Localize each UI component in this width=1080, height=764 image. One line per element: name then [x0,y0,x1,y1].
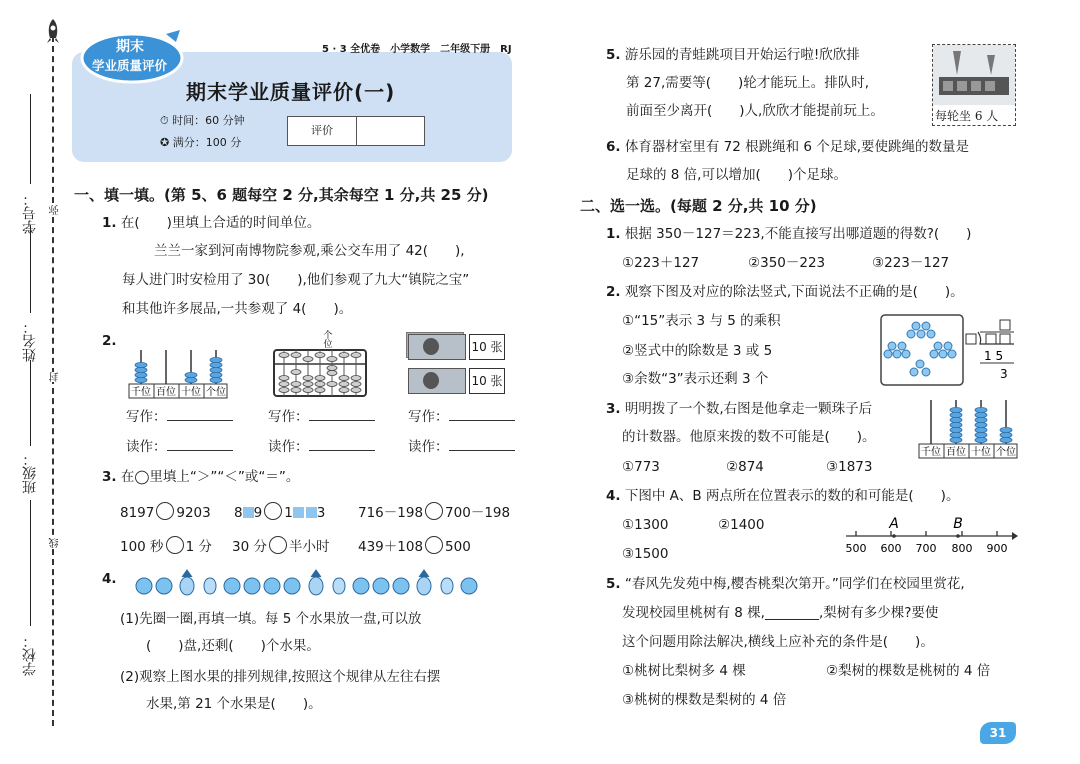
s2-q5-line1: 5. “春风先发苑中梅,樱杏桃梨次第开。”同学们在校园里赏花, [606,576,965,592]
abacus-2 [918,398,1018,460]
s2-q1-option1[interactable]: ①223＋127 [622,255,700,271]
name-line[interactable] [30,225,31,313]
s1-q6-line2: 足球的 8 倍,可以增加( )个足球。 [626,167,847,183]
score-box [287,116,425,146]
s2-q3-option1[interactable]: ①773 [622,459,660,475]
read-2-blank[interactable] [309,450,375,451]
abacus-1 [128,346,228,400]
s2-q3-line1: 3. 明明拨了一个数,右图是他拿走一颗珠子后 [606,401,873,417]
exam-time: ⏱ 时间：60 分钟 [160,114,245,127]
compare-4: 100 秒 1 分 [120,536,212,556]
s2-q4-option1[interactable]: ①1300 [622,517,669,533]
compare-3: 716－198 700－198 [358,502,510,522]
banknote-stack-2 [408,368,466,394]
clock-icon: ⏱ [160,114,169,127]
abacus1-label-bai: 百位 [156,387,176,398]
write-1: 写作： [126,408,233,426]
s2-q1-option2[interactable]: ②350－223 [748,255,826,271]
compare-5-circle[interactable] [269,536,287,554]
compare-2-circle[interactable] [264,502,282,520]
compare-6-circle[interactable] [425,536,443,554]
ride-image [933,45,1015,105]
portrait-icon [423,372,439,389]
series-info: 5 · 3 全优卷 小学数学 二年级下册 RJ [322,44,512,55]
write-1-blank[interactable] [167,420,233,421]
page-title: 期末学业质量评价(一) [186,80,396,104]
s1-q4-part2-a: (2)观察上图水果的排列规律,按照这个规律从左往右摆 [120,669,441,685]
number-line [842,514,1018,560]
abacus1-label-shi: 十位 [181,387,201,398]
class-label: 班级： [22,452,38,494]
s1-q5-line1: 5. 游乐园的青蛙跳项目开始运行啦!欣欣排 [606,47,860,63]
tick-900: 900 [986,542,1008,555]
portrait-icon [423,338,439,355]
feng-mark: 封 [50,372,61,382]
binding-margin [0,0,70,764]
s2-q3-line2: 的计数器。他原来拨的数不可能是( )。 [622,429,876,445]
abacus2-top-label2: 位 [323,340,333,350]
tag-line2: 学业质量评价 [92,58,168,73]
compare-1-circle[interactable] [156,502,174,520]
s2-q3-option3[interactable]: ③1873 [826,459,873,475]
score-field[interactable] [357,117,424,145]
s2-q2-option2[interactable]: ②竖式中的除数是 3 或 5 [622,343,773,359]
s2-q2-option3[interactable]: ③余数“3”表示还剩 3 个 [622,371,769,387]
ride-caption: 每轮坐 6 人 [935,109,999,123]
digit-box [293,507,304,518]
s2-q4-option3[interactable]: ③1500 [622,546,669,562]
point-b-label: B [953,516,963,532]
xian-mark: 线 [50,538,61,548]
page-number: 31 [980,722,1016,744]
s2-q1-option3[interactable]: ③223－127 [872,255,950,271]
student-id-line[interactable] [30,94,31,184]
score-label: 评价 [288,117,357,145]
s1-q4-part1-a: (1)先圈一圈,再填一填。每 5 个水果放一盘,可以放 [120,611,422,627]
banknote-count-1: 10 张 [469,334,505,360]
digit-box [306,507,317,518]
compare-2: 8 9 1 3 [234,502,325,522]
chinese-abacus [270,328,370,400]
tick-500: 500 [845,542,867,555]
write-3: 写作： [408,408,515,426]
tick-800: 800 [951,542,973,555]
s2-q4-stem: 4. 下图中 A、B 两点所在位置表示的数的和可能是( )。 [606,488,960,504]
s1-q3-stem: 3. 在◯里填上“＞”“＜”或“＝”。 [102,469,300,485]
abacus2-top-label: 个 [323,331,333,341]
read-3-blank[interactable] [449,450,515,451]
s2-q1-stem: 1. 根据 350－127＝223,不能直接写出哪道题的得数?( ) [606,226,972,242]
read-2: 读作： [268,438,375,456]
tick-600: 600 [880,542,902,555]
s2-q4-option2[interactable]: ②1400 [718,517,765,533]
s2-q2-stem: 2. 观察下图及对应的除法竖式,下面说法不正确的是( )。 [606,284,964,300]
tick-700: 700 [915,542,937,555]
section1-title: 一、填一填。(第 5、6 题每空 2 分,其余每空 1 分,共 25 分) [74,186,489,204]
compare-6: 439＋108 500 [358,536,471,556]
s1-q6-line1: 6. 体育器材室里有 72 根跳绳和 6 个足球,要使跳绳的数量是 [606,139,970,155]
write-2-blank[interactable] [309,420,375,421]
s1-q4-part2-b: 水果,第 21 个水果是( )。 [146,696,322,712]
division-remainder: 3 [1000,367,1008,381]
tag-line1: 期末 [116,39,144,55]
dots-group-figure [880,314,964,386]
ride-picture [932,44,1016,126]
s1-q1-line3: 和其他许多展品,一共参观了 4( )。 [122,301,353,317]
s2-q5-line3: 这个问题用除法解决,横线上应补充的条件是( )。 [622,634,934,650]
division-product: 1 5 [984,349,1004,363]
student-id-label: 学号： [22,192,38,234]
abacus1-label-ge: 个位 [206,387,226,398]
mi-mark: 弥 [50,205,61,215]
exam-full-score: ✪ 满分：100 分 [160,136,242,149]
compare-3-circle[interactable] [425,502,443,520]
s1-q1-line1: 兰兰一家到河南博物院参观,乘公交车用了 42( ), [154,243,465,259]
s1-q4-num: 4. [102,571,117,587]
abacus1-label-qian: 千位 [131,387,151,398]
s1-q2-num: 2. [102,333,117,349]
digit-box [243,507,254,518]
abacus2-label-bai: 百位 [946,447,966,458]
s2-q5-option1[interactable]: ①桃树比梨树多 4 棵 [622,663,746,679]
compare-1: 8197 9203 [120,502,211,522]
read-1: 读作： [126,438,233,456]
compare-5: 30 分 半小时 [232,536,329,556]
s1-q5-line2: 第 27,需要等( )轮才能玩上。排队时, [626,75,870,91]
read-3: 读作： [408,438,515,456]
s1-q1-stem: 1. 在( )里填上合适的时间单位。 [102,215,321,231]
school-label: 学校： [22,634,38,676]
point-a-label: A [889,516,899,532]
s2-q5-option2[interactable]: ②梨树的棵数是桃树的 4 倍 [826,663,991,679]
abacus2-label-ge: 个位 [996,447,1016,458]
s1-q4-part1-b: ( )盘,还剩( )个水果。 [146,638,320,654]
s1-q5-line3: 前面至少离开( )人,欣欣才能提前玩上。 [626,103,884,119]
term-tag [80,28,184,84]
fruit-row [132,568,482,598]
abacus2-label-shi: 十位 [971,447,991,458]
s1-q1-line2: 每人进门时安检用了 30( ),他们参观了九大“镇院之宝” [122,272,470,288]
banknote-stack-1 [408,334,466,360]
write-2: 写作： [268,408,375,426]
s2-q5-line2: 发现校园里桃树有 8 棵,________,梨树有多少棵?要使 [622,605,939,621]
name-label: 姓名： [22,320,38,362]
write-3-blank[interactable] [449,420,515,421]
s2-q3-option2[interactable]: ②874 [726,459,764,475]
s2-q5-option3[interactable]: ③桃树的棵数是梨树的 4 倍 [622,692,787,708]
read-1-blank[interactable] [167,450,233,451]
compare-4-circle[interactable] [166,536,184,554]
abacus2-label-qian: 千位 [921,447,941,458]
class-line[interactable] [30,360,31,446]
section2-title: 二、选一选。(每题 2 分,共 10 分) [580,197,817,215]
banknote-count-2: 10 张 [469,368,505,394]
score-icon: ✪ [160,136,170,149]
s2-q2-option1[interactable]: ①“15”表示 3 与 5 的乘积 [622,313,781,329]
school-line[interactable] [30,500,31,626]
long-division [962,318,1018,384]
